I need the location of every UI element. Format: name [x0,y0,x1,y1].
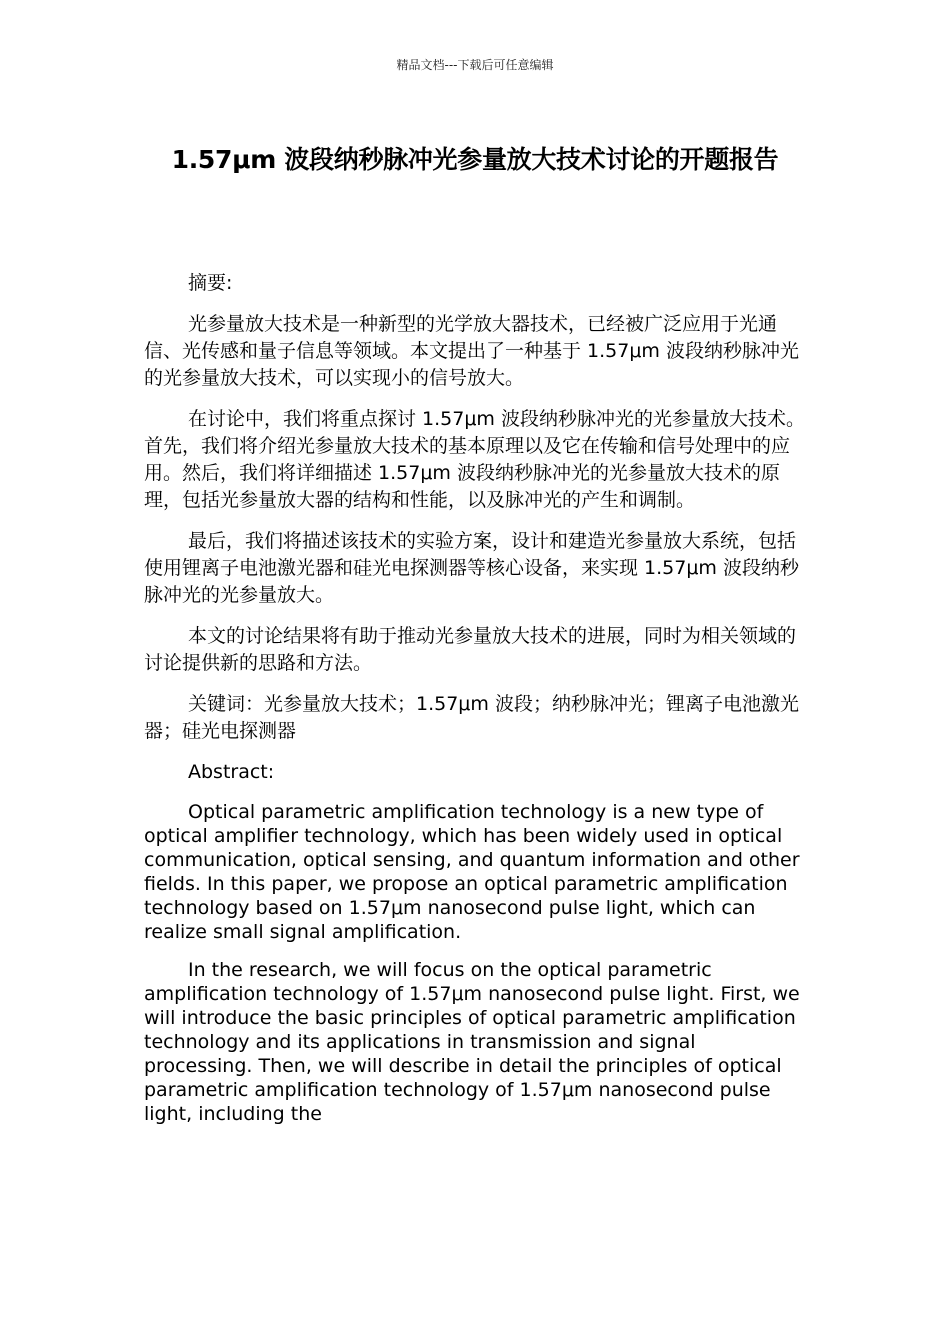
document-body [144,270,806,1140]
paragraph-en: In the research, we will focus on the optical parametric amplification technology of 1.57μm nanosecond pulse light. First, we will introduce the basic principles of optical parametric amplification technology and its applications in transmission and signal processing. Then, we will describe in detail the principles of optical parametric amplification technology of 1.57μm nanosecond pulse light, including the [144,959,800,1125]
paragraph: 光参量放大技术是一种新型的光学放大器技术，已经被广泛应用于光通信、光传感和量子信息等领域。本文提出了一种基于 1.57μm 波段纳秒脉冲光的光参量放大技术，可以实现小的信号放大。 [144,313,799,389]
document-title: 1.57μm 波段纳秒脉冲光参量放大技术讨论的开题报告 [171,145,779,174]
paragraph: 最后，我们将描述该技术的实验方案，设计和建造光参量放大系统，包括使用锂离子电池激光器和硅光电探测器等核心设备，来实现 1.57μm 波段纳秒脉冲光的光参量放大。 [144,530,799,606]
abstract-heading-zh: 摘要: [188,272,233,294]
paragraph-en: Optical parametric amplification technology is a new type of optical amplifier technology, which has been widely used in optical communication, optical sensing, and quantum information and other fields. In this paper, we propose an optical parametric amplification technology based on 1.57μm nanosecond pulse light, which can realize small signal amplification. [144,801,800,943]
keywords-paragraph: 关键词：光参量放大技术；1.57μm 波段；纳秒脉冲光；锂离子电池激光器；硅光电探测器 [144,693,799,742]
abstract-heading-en: Abstract: [188,761,275,783]
header-note: 精品文档---下载后可任意编辑 [396,58,554,72]
paragraph: 本文的讨论结果将有助于推动光参量放大技术的进展，同时为相关领域的讨论提供新的思路和方法。 [144,625,797,674]
paragraph: 在讨论中，我们将重点探讨 1.57μm 波段纳秒脉冲光的光参量放大技术。首先，我们将介绍光参量放大技术的基本原理以及它在传输和信号处理中的应用。然后，我们将详细描述 1.57μm 波段纳秒脉冲光的光参量放大技术的原理，包括光参量放大器的结构和性能，以及脉冲光的产生和调制。 [144,408,805,511]
